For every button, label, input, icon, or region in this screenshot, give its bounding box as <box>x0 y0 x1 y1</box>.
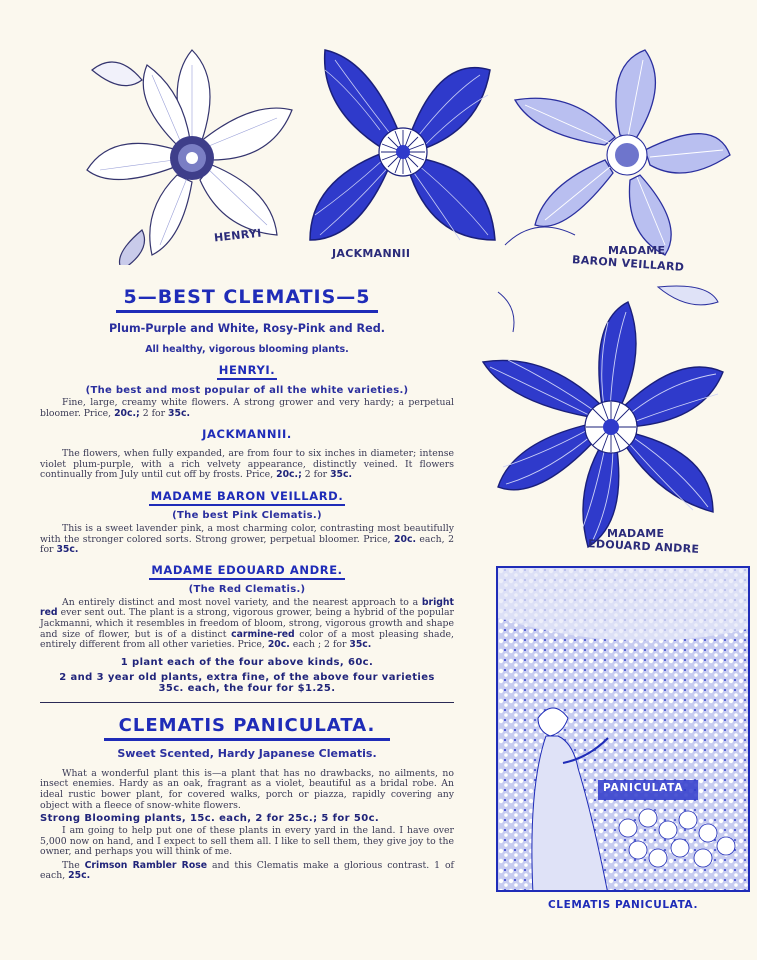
crimson-note-price: 25c. <box>68 870 91 882</box>
crimson-rambler-note <box>40 861 454 882</box>
crimson-rambler-emphasis: Crimson Rambler Rose <box>84 859 208 871</box>
edouard-andre-title-text: MADAME EDOUARD ANDRE. <box>149 563 344 580</box>
four-kinds-offer: 1 plant each of the four above kinds, 60c. <box>120 656 374 668</box>
baron-veillard-description <box>40 524 454 556</box>
jackmannii-title <box>40 427 454 441</box>
baron-veillard-price-two: 35c. <box>56 544 79 556</box>
baron-veillard-note: (The best Pink Clematis.) <box>172 509 322 521</box>
best-clematis-heading: 5—BEST CLEMATIS—5 <box>123 286 371 308</box>
henryi-title-text: HENRYI. <box>217 363 278 380</box>
baron-veillard-title <box>40 489 454 503</box>
jackmannii-text: The flowers, when fully expanded, are from four to six inches in diameter; intense violet plum-purple, with a rich velvety appearance, distinctly veined. It flowers continually from July until cut off by frosts. Price, <box>40 448 454 481</box>
year-old-plants-offer: 2 and 3 year old plants, extra fine, of the above four varieties 35c. each, the four for $1.25. <box>59 671 435 694</box>
jackmannii-label: JACKMANNII <box>332 247 411 260</box>
heading-underline <box>116 310 378 313</box>
edouard-andre-label-1: MADAME <box>607 527 665 540</box>
jackmannii-illustration <box>300 40 500 260</box>
edouard-andre-text-1: An entirely distinct and most novel variety, and the nearest approach to a <box>62 596 422 608</box>
edouard-andre-text-3: color of a most pleasing shade, entirely different from all other varieties. Price, <box>40 628 454 651</box>
jackmannii-title-text: JACKMANNII. <box>202 427 292 442</box>
edouard-andre-price: 20c. <box>267 639 290 651</box>
paniculata-heading-underline <box>104 738 390 741</box>
jackmannii-description <box>40 449 454 481</box>
healthy-tagline: All healthy, vigorous blooming plants. <box>145 344 349 355</box>
baron-veillard-label-2: BARON VEILLARD <box>571 253 685 274</box>
crimson-note-mid: and this Clematis make a glorious contrast. 1 of each, <box>40 859 454 882</box>
section-divider <box>40 702 454 703</box>
carmine-red-emphasis: carmine-red <box>231 628 295 640</box>
jackmannii-price-joiner: 2 for <box>301 469 331 481</box>
jackmannii-price: 20c.; <box>276 469 302 481</box>
henryi-price-two: 35c. <box>168 407 191 419</box>
edouard-andre-price-joiner: each ; 2 for <box>289 639 350 651</box>
paniculata-illustration <box>496 566 750 892</box>
paniculata-caption: CLEMATIS PANICULATA. <box>547 899 699 911</box>
jackmannii-price-two: 35c. <box>330 469 353 481</box>
edouard-andre-note: (The Red Clematis.) <box>188 583 306 595</box>
color-subheading: Plum-Purple and White, Rosy-Pink and Red. <box>108 322 386 335</box>
baron-veillard-price-joiner: each, 2 for <box>40 533 454 556</box>
henryi-text: Fine, large, creamy white flowers. A strong grower and very hardy; a perpetual bloomer. Price, <box>40 397 454 419</box>
baron-veillard-text: This is a sweet lavender pink, a most charming color, contrasting most beautifully with the stronger colored sorts. Strong grower, perpetual bloomer. Price, <box>40 522 454 545</box>
bright-red-emphasis: bright red <box>40 596 454 619</box>
henryi-description <box>40 398 454 419</box>
paniculata-description: What a wonderful plant this is—a plant that has no drawbacks, no ailments, no insect enemies. Hardy as an oak, fragrant as a violet, beautiful as a bridal robe. An ideal rustic bower plant, for covered walks, porch or piazza, rapidly covering any object with a fleece of snow-white flowers. <box>40 767 454 811</box>
baron-veillard-label-1: MADAME <box>608 244 666 257</box>
edouard-andre-price-two: 35c. <box>349 639 372 651</box>
paniculata-photo-label: PANICULATA <box>603 782 684 794</box>
baron-veillard-title-text: MADAME BARON VEILLARD. <box>149 489 346 506</box>
paniculata-offer: Strong Blooming plants, 15c. each, 2 for 25c.; 5 for 50c. <box>40 813 380 825</box>
henryi-title <box>40 363 454 377</box>
henryi-price-joiner: 2 for <box>139 407 169 419</box>
baron-veillard-illustration <box>485 45 735 260</box>
text-column <box>40 286 454 882</box>
henryi-price: 20c.; <box>114 407 140 419</box>
paniculata-heading: CLEMATIS PANICULATA. <box>118 714 376 736</box>
edouard-andre-description <box>40 598 454 651</box>
edouard-andre-title <box>40 563 454 577</box>
henryi-label: HENRYI <box>213 226 263 245</box>
crimson-note-pre: The <box>62 859 85 871</box>
edouard-andre-label-2: EDOUARD ANDRE <box>587 537 700 556</box>
paniculata-subheading: Sweet Scented, Hardy Japanese Clematis. <box>117 746 377 760</box>
baron-veillard-price: 20c. <box>394 533 416 545</box>
paniculata-description-2: I am going to help put one of these plants in every yard in the land. I have over 5,000 now on hand, and I expect to sell them all. I like to sell them, they give joy to the owner, and perhaps you will think of me. <box>40 825 454 858</box>
edouard-andre-illustration <box>478 282 733 557</box>
henryi-illustration <box>72 40 312 265</box>
henryi-note: (The best and most popular of all the white varieties.) <box>85 385 409 396</box>
edouard-andre-text-2: ever sent out. The plant is a strong, vigorous grower, being a hybrid of the popular Jackmanni, which it resembles in freedom of bloom, strong, vigorous growth and shape and size of flower, but is of a distinct <box>40 607 454 640</box>
